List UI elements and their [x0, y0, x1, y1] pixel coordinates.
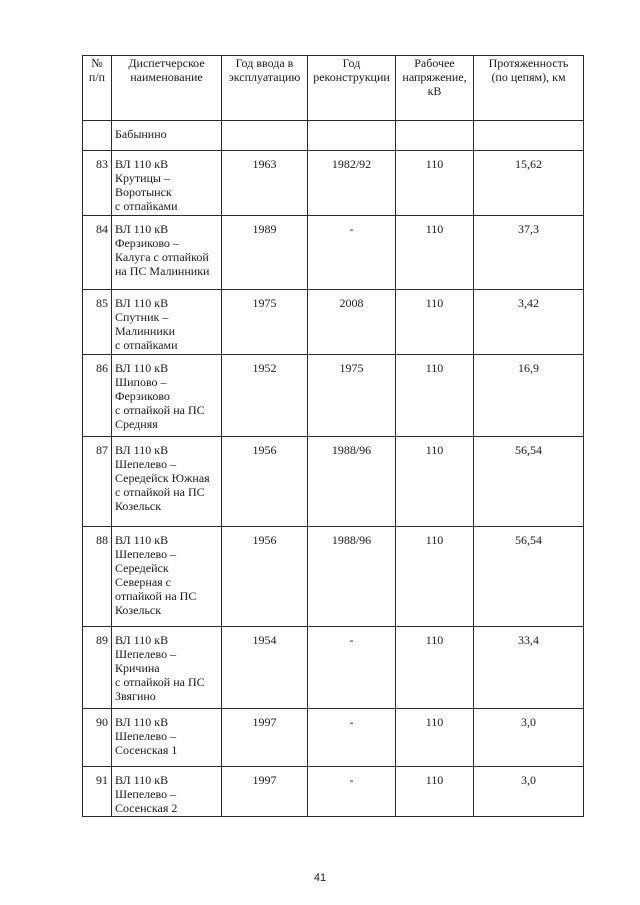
commission-year: 1956 [222, 527, 308, 627]
commission-year: 1954 [222, 627, 308, 709]
section-title: Бабынино [112, 121, 222, 151]
table-row [83, 627, 584, 709]
line-name-text: с отпайками [115, 338, 178, 352]
line-name-text: Шепелево – [115, 787, 177, 801]
row-number: 85 [83, 290, 112, 355]
line-name-text: Козельск [115, 603, 162, 617]
reconstruction-year: - [308, 709, 396, 767]
commission-year: 1963 [222, 151, 308, 216]
operating-voltage: 110 [396, 216, 474, 290]
header-length: Протяженность (по цепям), км [474, 56, 584, 121]
line-length: 3,0 [474, 767, 584, 817]
row-number: 87 [83, 437, 112, 527]
line-length: 16,9 [474, 355, 584, 437]
reconstruction-year: - [308, 767, 396, 817]
reconstruction-year: 1975 [308, 355, 396, 437]
commission-year: 1952 [222, 355, 308, 437]
section-number-cell [83, 121, 112, 151]
line-name-text: ВЛ 110 кВ [115, 443, 169, 457]
line-name [112, 151, 222, 216]
operating-voltage: 110 [396, 290, 474, 355]
line-name-text: Малинники [115, 324, 176, 338]
operating-voltage: 110 [396, 709, 474, 767]
line-name-text: Шепелево – [115, 457, 177, 471]
line-name-text: Воротынск [115, 185, 172, 199]
line-name-text: Ферзиково – [115, 236, 179, 250]
operating-voltage: 110 [396, 527, 474, 627]
row-number: 84 [83, 216, 112, 290]
line-name-text: с отпайкой на ПС [115, 403, 205, 417]
commission-year: 1956 [222, 437, 308, 527]
line-name [112, 627, 222, 709]
commission-year: 1989 [222, 216, 308, 290]
reconstruction-year: - [308, 216, 396, 290]
line-name [112, 290, 222, 355]
header-commission-year: Год ввода в эксплуатацию [222, 56, 308, 121]
section-row [83, 121, 584, 151]
line-name-text: Шепелево – [115, 547, 177, 561]
line-name [112, 437, 222, 527]
line-name-text: Крутицы – [115, 171, 170, 185]
line-name [112, 216, 222, 290]
line-name-text: Кричина [115, 661, 160, 675]
row-number: 90 [83, 709, 112, 767]
line-name-text: на ПС Малинники [115, 264, 210, 278]
header-reconstruction-year: Год реконструкции [308, 56, 396, 121]
commission-year: 1997 [222, 709, 308, 767]
operating-voltage: 110 [396, 151, 474, 216]
line-name [112, 527, 222, 627]
line-length: 3,42 [474, 290, 584, 355]
line-length: 33,4 [474, 627, 584, 709]
line-length: 37,3 [474, 216, 584, 290]
header-number: № п/п [83, 56, 112, 121]
line-length: 3,0 [474, 709, 584, 767]
table-row [83, 290, 584, 355]
line-name-text: Северная с [115, 575, 171, 589]
line-name-text: Ферзиково [115, 389, 170, 403]
reconstruction-year: 1982/92 [308, 151, 396, 216]
header-operating-voltage: Рабочее напряжение, кВ [396, 56, 474, 121]
line-length: 15,62 [474, 151, 584, 216]
table-header-row [83, 56, 584, 121]
line-name-text: отпайкой на ПС [115, 589, 197, 603]
line-name-text: ВЛ 110 кВ [115, 296, 169, 310]
table-row [83, 355, 584, 437]
line-name-text: с отпайкой на ПС [115, 485, 205, 499]
line-name-text: Середейск Южная [115, 471, 210, 485]
line-length: 56,54 [474, 527, 584, 627]
line-name-text: ВЛ 110 кВ [115, 361, 169, 375]
reconstruction-year: 2008 [308, 290, 396, 355]
operating-voltage: 110 [396, 767, 474, 817]
row-number: 86 [83, 355, 112, 437]
line-name [112, 709, 222, 767]
line-name-text: Звягино [115, 689, 156, 703]
reconstruction-year: - [308, 627, 396, 709]
empty-cell [222, 121, 308, 151]
line-name [112, 767, 222, 817]
empty-cell [396, 121, 474, 151]
row-number: 89 [83, 627, 112, 709]
empty-cell [474, 121, 584, 151]
reconstruction-year: 1988/96 [308, 437, 396, 527]
commission-year: 1997 [222, 767, 308, 817]
line-name-text: Середейск [115, 561, 169, 575]
line-name-text: Сосенская 1 [115, 743, 178, 757]
line-name-text: ВЛ 110 кВ [115, 533, 169, 547]
line-name-text: ВЛ 110 кВ [115, 715, 169, 729]
table-row [83, 527, 584, 627]
line-name-text: Спутник – [115, 310, 169, 324]
operating-voltage: 110 [396, 627, 474, 709]
line-name-text: Сосенская 2 [115, 801, 178, 815]
table-row [83, 709, 584, 767]
commission-year: 1975 [222, 290, 308, 355]
header-dispatch-name: Диспетчерское наименование [112, 56, 222, 121]
line-name-text: Средняя [115, 417, 158, 431]
line-name-text: ВЛ 110 кВ [115, 157, 169, 171]
line-name-text: Козельск [115, 499, 162, 513]
line-length: 56,54 [474, 437, 584, 527]
operating-voltage: 110 [396, 437, 474, 527]
table-row [83, 767, 584, 817]
line-name-text: Калуга с отпайкой [115, 250, 209, 264]
row-number: 83 [83, 151, 112, 216]
line-name-text: ВЛ 110 кВ [115, 773, 169, 787]
operating-voltage: 110 [396, 355, 474, 437]
line-name-text: ВЛ 110 кВ [115, 222, 169, 236]
line-name [112, 355, 222, 437]
row-number: 88 [83, 527, 112, 627]
empty-cell [308, 121, 396, 151]
table-row [83, 151, 584, 216]
reconstruction-year: 1988/96 [308, 527, 396, 627]
line-name-text: Шипово – [115, 375, 167, 389]
line-name-text: с отпайкой на ПС [115, 675, 205, 689]
line-name-text: с отпайками [115, 199, 178, 213]
power-lines-table [82, 55, 584, 817]
table-row [83, 216, 584, 290]
line-name-text: Шепелево – [115, 729, 177, 743]
page-number: 41 [313, 872, 327, 884]
line-name-text: ВЛ 110 кВ [115, 633, 169, 647]
table-row [83, 437, 584, 527]
line-name-text: Шепелево – [115, 647, 177, 661]
row-number: 91 [83, 767, 112, 817]
